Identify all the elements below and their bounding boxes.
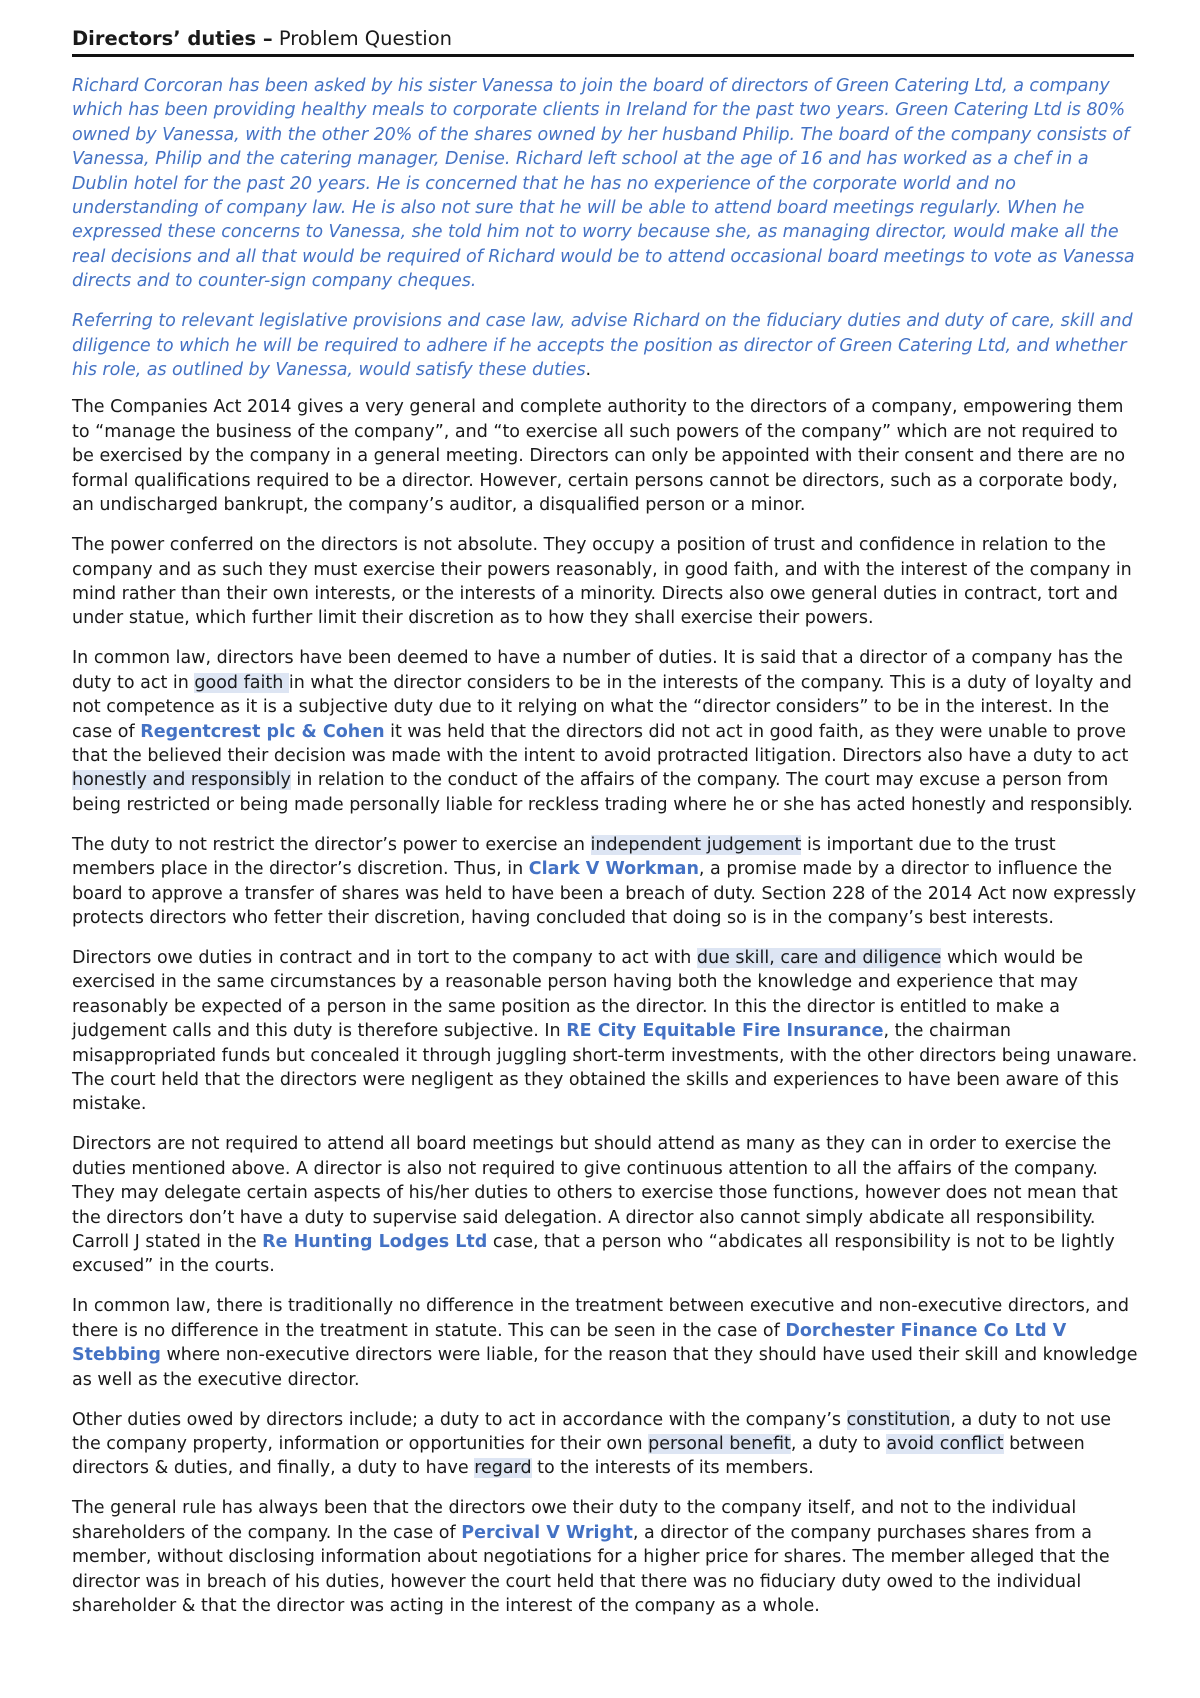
case-dorchester-finance: Dorchester Finance Co Ltd V Stebbing bbox=[72, 1320, 1067, 1366]
question-task bbox=[72, 309, 1138, 382]
paragraph-executive-non-executive bbox=[72, 1294, 1138, 1392]
paragraph-text: between directors & duties, and finally, a duty to have bbox=[72, 1434, 1085, 1479]
paragraph-text: Directors owe duties in contract and in tort to the company to act with bbox=[72, 947, 697, 968]
paragraph-good-faith bbox=[72, 646, 1138, 817]
highlight-regard: regard bbox=[474, 1458, 532, 1479]
highlight-constitution: constitution bbox=[846, 1409, 951, 1430]
paragraph-power-not-absolute bbox=[72, 533, 1138, 631]
question-scenario-text: Richard Corcoran has been asked by his sister Vanessa to join the board of directors of Green Catering Ltd, a company which has been providing healthy meals to corporate clients in Ireland for the past two years. Green Catering Ltd is 80% owned by Vanessa, with the other 20% of the shares owned by her husband Philip. The board of the company consists of Vanessa, Philip and the catering manager, Denise. Richard left school at the age of 16 and has worked as a chef in a Dublin hotel for the past 20 years. He is concerned that he has no experience of the corporate world and no understanding of company law. He is also not sure that he will be able to attend board meetings regularly. When he expressed these concerns to Vanessa, she told him not to worry because she, as managing director, would make all the real decisions and all that would be required of Richard would be to attend occasional board meetings to vote as Vanessa directs and to counter-sign company cheques. bbox=[72, 76, 1135, 292]
paragraph-text: it was held that the directors did not act in good faith, as they were unable to prove that the believed their decision was made with the intent to avoid protracted litigation. Directors also have a duty to act bbox=[72, 721, 1129, 766]
paragraph-text: in relation to the conduct of the affairs of the company. The court may excuse a person from being restricted or being made personally liable for reckless trading where he or she has acted honestly and responsibly. bbox=[72, 770, 1133, 815]
paragraph-text: , a promise made by a director to influence the board to approve a transfer of shares was held to have been a breach of duty. Section 228 of the 2014 Act now expressly protects directors who fetter their discretion, having concluded that doing so is in the company’s best interests. bbox=[72, 859, 1137, 928]
highlight-personal-benefit: personal benefit bbox=[648, 1434, 791, 1455]
document-body bbox=[72, 74, 1138, 1634]
question-task-end: . bbox=[585, 360, 592, 381]
paragraph-text: case, that a person who “abdicates all responsibility is not to be lightly excused” in the courts. bbox=[72, 1232, 1115, 1277]
paragraph-text: Other duties owed by directors include; a duty to act in accordance with the company’s bbox=[72, 1409, 847, 1430]
question-scenario bbox=[72, 74, 1138, 294]
paragraph-text: In common law, directors have been deemed to have a number of duties. It is said that a director of a company has the duty to act in bbox=[72, 648, 1123, 693]
paragraph-text: , the chairman misappropriated funds but concealed it through juggling short-term investments, with the other directors being unaware. The court held that the directors were negligent as they obtained the skills and experiences to have been aware of this mistake. bbox=[72, 1021, 1138, 1115]
paragraph-text: The general rule has always been that the directors owe their duty to the company itself, and not to the individual shareholders of the company. In the case of bbox=[72, 1498, 1077, 1543]
highlight-skill-care-diligence: due skill, care and diligence bbox=[696, 947, 942, 968]
paragraph-text: , a director of the company purchases shares from a member, without disclosing information about negotiations for a higher price for shares. The member alleged that the director was in breach of his duties, however the court held that there was no fiduciary duty owed to the individual shareholder & that the director was acting in the interest of the company as a whole. bbox=[72, 1522, 1110, 1617]
paragraph-text: , a duty to not use the company property, information or opportunities for their own bbox=[72, 1409, 1112, 1455]
case-city-equitable: RE City Equitable Fire Insurance bbox=[566, 1021, 884, 1042]
header-title-bold: Directors’ duties – bbox=[72, 27, 273, 50]
paragraph-text: in what the director considers to be in the interests of the company. This is a duty of loyalty and not competence as it is a subjective duty due to it relying on what the “director considers” to be in the interest. In the case of bbox=[72, 672, 1132, 742]
paragraph-text: is important due to the trust members place in the director’s discretion. Thus, in bbox=[72, 834, 1056, 880]
paragraph-text: to the interests of its members. bbox=[531, 1458, 814, 1479]
header-title-rest: Problem Question bbox=[272, 27, 452, 50]
highlight-good-faith: good faith bbox=[194, 672, 289, 693]
paragraph-text: The duty to not restrict the director’s power to exercise an bbox=[72, 834, 591, 855]
paragraph-text: which would be exercised in the same circumstances by a reasonable person having both the knowledge and experience that may reasonably be expected of a person in the same position as the director. In this the director is entitled to make a judgement calls and this duty is therefore subjective. In bbox=[72, 947, 1084, 1042]
case-hunting-lodges: Re Hunting Lodges Ltd bbox=[262, 1232, 488, 1253]
page-header bbox=[72, 26, 1134, 57]
question-task-text: Referring to relevant legislative provisions and case law, advise Richard on the fiduciary duties and duty of care, skill and diligence to which he will be required to adhere if he accepts the position as director of Green Catering Ltd, and whether his role, as outlined by Vanessa, would satisfy these duties bbox=[72, 311, 1133, 381]
paragraph-skill-care-diligence bbox=[72, 946, 1138, 1117]
paragraph-other-duties bbox=[72, 1408, 1138, 1481]
paragraph-text: where non-executive directors were liable, for the reason that they should have used their skill and knowledge as well as the executive director. bbox=[72, 1345, 1138, 1390]
paragraph-text: In common law, there is traditionally no difference in the treatment between executive and non-executive directors, and there is no difference in the treatment in statute. This can be seen in the case of bbox=[72, 1296, 1129, 1341]
paragraph-independent-judgement bbox=[72, 833, 1138, 931]
paragraph-text: Directors are not required to attend all board meetings but should attend as many as they can in order to exercise the duties mentioned above. A director is also not required to give continuous attention to all the affairs of the company. They may delegate certain aspects of his/her duties to others to exercise those functions, however does not mean that the directors don’t have a duty to supervise said delegation. A director also cannot simply abdicate all responsibility. Carroll J stated in the bbox=[72, 1134, 1118, 1253]
case-clark-v-workman: Clark V Workman bbox=[528, 859, 699, 880]
paragraph-companies-act bbox=[72, 395, 1138, 517]
case-percival-v-wright: Percival V Wright bbox=[461, 1522, 633, 1543]
highlight-avoid-conflict: avoid conflict bbox=[886, 1434, 1004, 1455]
highlight-honestly-responsibly: honestly and responsibly bbox=[72, 770, 291, 791]
paragraph-general-rule bbox=[72, 1496, 1138, 1618]
paragraph-text: The power conferred on the directors is not absolute. They occupy a position of trust and confidence in relation to the company and as such they must exercise their powers reasonably, in good faith, and with the interest of the company in mind rather than their own interests, or the interests of a minority. Directs also owe general duties in contract, tort and under statue, which further limit their discretion as to how they shall exercise their powers. bbox=[72, 535, 1132, 629]
case-regentcrest: Regentcrest plc & Cohen bbox=[140, 721, 385, 742]
highlight-independent-judgement: independent judgement bbox=[590, 834, 802, 855]
paragraph-text: The Companies Act 2014 gives a very general and complete authority to the directors of a company, empowering them to “manage the business of the company”, and “to exercise all such powers of the company” which are not required to be exercised by the company in a general meeting. Directors can only be appointed with their consent and there are no formal qualifications required to be a director. However, certain persons cannot be directors, such as a corporate body, an undischarged bankrupt, the company’s auditor, a disqualified person or a minor. bbox=[72, 397, 1126, 516]
paragraph-board-meetings bbox=[72, 1132, 1138, 1278]
paragraph-text: , a duty to bbox=[790, 1434, 887, 1455]
